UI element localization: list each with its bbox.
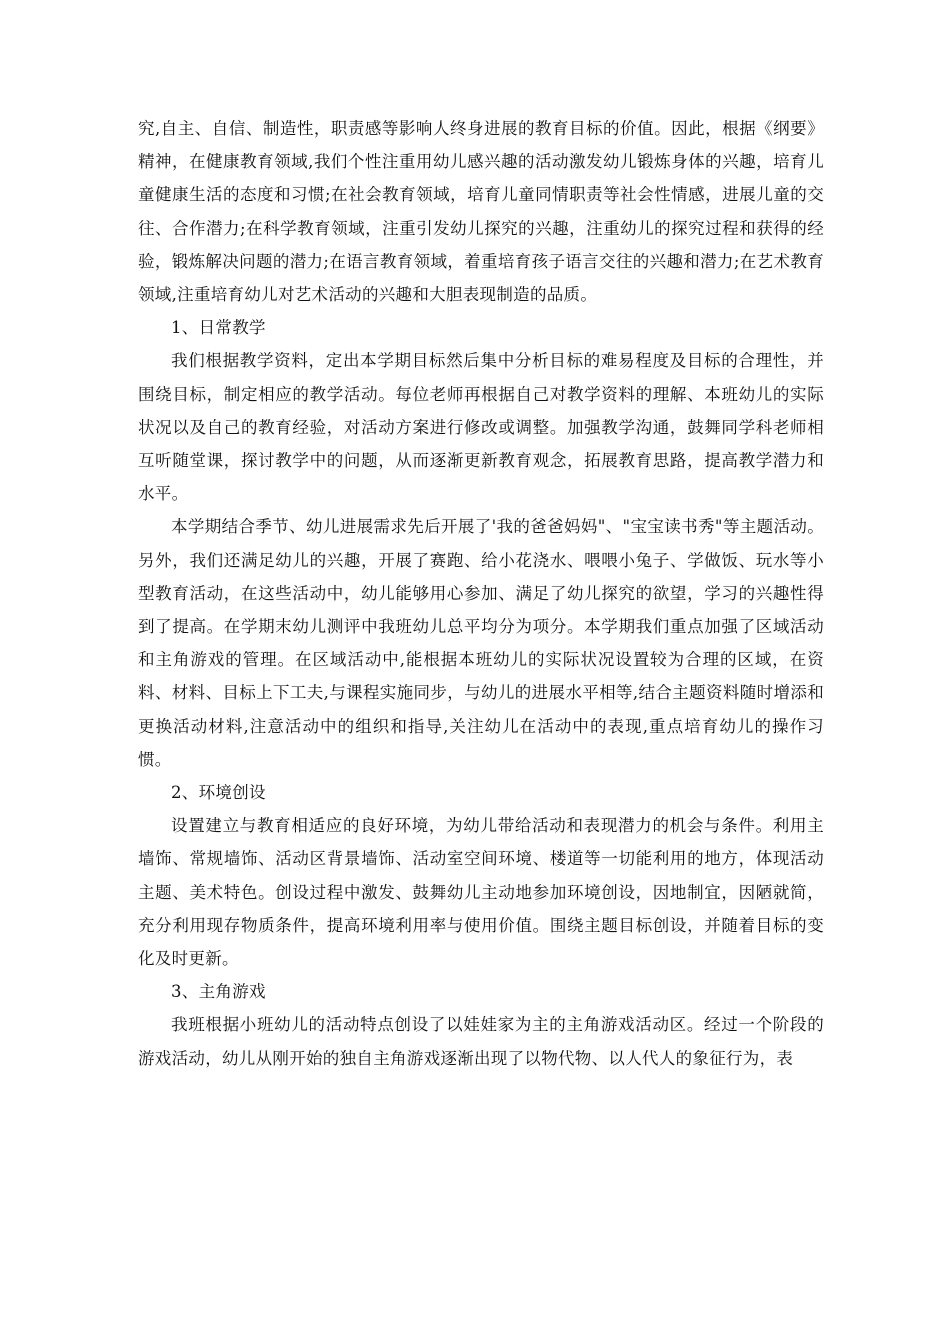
document-page <box>138 112 824 1075</box>
section-heading-daily-teaching: 1、日常教学 <box>171 318 266 338</box>
section-heading-role-play: 3、主角游戏 <box>171 982 266 1002</box>
section-heading-environment: 2、环境创设 <box>171 783 266 803</box>
paragraph-theme-activities: 本学期结合季节、幼儿进展需求先后开展了'我的爸爸妈妈"、"宝宝读书秀"等主题活动。另外，我们还满足幼儿的兴趣，开展了赛跑、给小花浇水、喂喂小兔子、学做饭、玩水等小型教育活动，在这些活动中，幼儿能够用心参加、满足了幼儿探究的欲望，学习的兴趣性得到了提高。在学期末幼儿测评中我班幼儿总平均分为项分。本学期我们重点加强了区域活动和主角游戏的管理。在区域活动中,能根据本班幼儿的实际状况设置较为合理的区域，在资料、材料、目标上下工夫,与课程实施同步，与幼儿的进展水平相等,结合主题资料随时增添和更换活动材料,注意活动中的组织和指导,关注幼儿在活动中的表现,重点培育幼儿的操作习惯。 <box>138 517 824 769</box>
paragraph-environment: 设置建立与教育相适应的良好环境，为幼儿带给活动和表现潜力的机会与条件。利用主墙饰、常规墙饰、活动区背景墙饰、活动室空间环境、楼道等一切能利用的地方，体现活动主题、美术特色。创设过程中激发、鼓舞幼儿主动地参加环境创设，因地制宜，因陋就简，充分利用现存物质条件，提高环境利用率与使用价值。围绕主题目标创设，并随着目标的变化及时更新。 <box>138 816 824 969</box>
paragraph-goals-continued: 究,自主、自信、制造性，职责感等影响人终身进展的教育目标的价值。因此，根据《纲要》精神，在健康教育领域,我们个性注重用幼儿感兴趣的活动激发幼儿锻炼身体的兴趣，培育儿童健康生活的态度和习惯;在社会教育领域，培育儿童同情职责等社会性情感，进展儿童的交往、合作潜力;在科学教育领域，注重引发幼儿探究的兴趣，注重幼儿的探究过程和获得的经验，锻炼解决问题的潜力;在语言教育领域，着重培育孩子语言交往的兴趣和潜力;在艺术教育领域,注重培育幼儿对艺术活动的兴趣和大胆表现制造的品质。 <box>138 119 824 305</box>
paragraph-role-play: 我班根据小班幼儿的活动特点创设了以娃娃家为主的主角游戏活动区。经过一个阶段的游戏活动，幼儿从刚开始的独自主角游戏逐渐出现了以物代物、以人代人的象征行为，表 <box>138 1015 824 1068</box>
paragraph-teaching-plan: 我们根据教学资料，定出本学期目标然后集中分析目标的难易程度及目标的合理性，并围绕目标，制定相应的教学活动。每位老师再根据自己对教学资料的理解、本班幼儿的实际状况以及自己的教育经验，对活动方案进行修改或调整。加强教学沟通，鼓舞同学科老师相互听随堂课，探讨教学中的问题，从而逐渐更新教育观念，拓展教育思路，提高教学潜力和水平。 <box>138 351 824 504</box>
